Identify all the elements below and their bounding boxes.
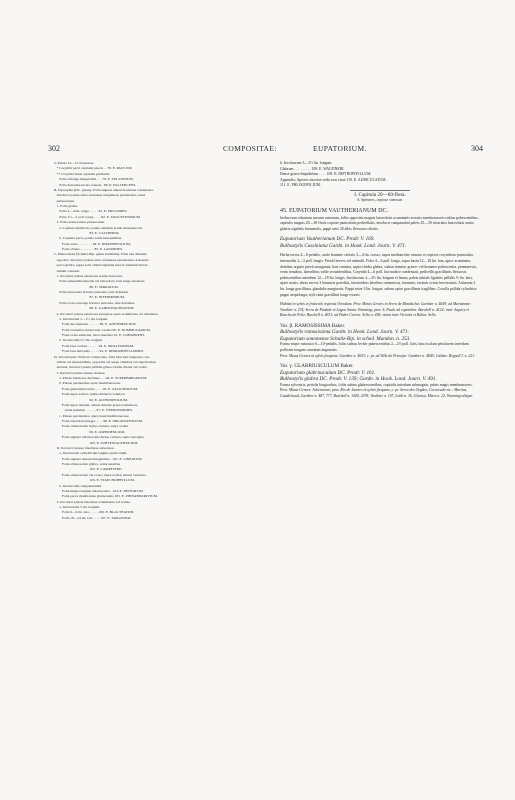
key-line: Dense griseo-hispidulum . . . . 109. E. DIFTROPHYLLUM. [280,172,372,177]
key-line: 100. E. SUBTESTACEIFOLIUM. [54,440,139,445]
key-line: b. Capitula parva, paleis valde inaequalibus. [54,236,122,241]
header-title-left: COMPOSITAE: [223,144,277,153]
key-line: I. Involucri paleae omnes obtusae. [54,370,106,375]
key-line: a. Involucrum cylindricum longius quam latum. [54,451,128,456]
key-line: Folia lanceolata breviter petiolata, basi deltoidea [54,290,129,294]
header-title-right: EUPATORIUM. [313,144,367,153]
key-line: Folia oblonga integerrima . . . 79. E. VELUTINUM. [54,177,134,182]
species-45-heading: 45. EUPATORIUM VAUTHERIANUM DC. [280,208,388,215]
key-line: B. Dysosphia (DC. genus). Folia angusta unnervia ulterna condensata. [54,187,154,192]
key-line: Involucri paleae rubro-brunneae sanguineae persistentes, intus [54,193,146,198]
divider [350,190,410,191]
key-line: Folia basi cordata . . . . . . 92. E. MOLLISSIMUM. [54,343,135,348]
key-line: 99. E. ASPERIFOLIUM. [54,429,126,434]
key-line: a. Involucrum 5 lin. longum. [54,505,101,509]
key-line: 83. E. CALVIBIUM. [54,230,120,235]
key-line: pubescentes. [54,198,75,203]
subsection-heading: I. Capitula 20—60-flora. [354,191,406,198]
key-line: 88. E. GARDCHAUDIANUM. [54,306,135,311]
key-line: Folia parva rhomboidea glomerulata 105. E. PINNATIPARTITUM. [54,494,158,499]
synonym: Bulbostylis glabra DC. Prodr. V. 139; Gardn. in Hook. Lond. Journ. V. 491. [280,376,437,383]
key-line: b. Involucrum 3—3½ lin. longum. [280,161,333,165]
key-line: b. Paleae persistentes apice membranaceae. [54,381,121,386]
key-line: 86. E. SERRATUM. [54,284,119,289]
left-column-key [54,161,257,521]
variety-gamma-description: Forma sylvestris, petiolis longioribus, foliis subtus glabrescentibus, capitulis interdum submagnis, paleis magis membranaceis. [280,382,473,387]
key-line: b. Paleae 12—15 triseriatae. [54,161,95,165]
key-line: parva glabra, pappi setis ciliatis rigidulis basi in annulum brevis- [54,263,149,268]
key-line: Folia supra scabra, subtus distincte venulosa [54,392,126,397]
synonym: Eupatorium sonomense Schultz-Bip. in sched. Mandon. n. 253. [280,335,411,342]
right-column [280,161,480,400]
key-line: 1. Folia glabra. [54,204,79,208]
key-line: b. Involucrum 2½ lin. longum. [54,338,103,343]
key-line: Folia angusta linearia integerrima . 101. E. LINEATUM. [54,456,143,461]
key-line: 87. E. INTERMEDIUM. [54,295,125,300]
key-line: 102. E. CAMPESTRE. [54,467,123,472]
key-line: Folia deltoidea inciso-crenata . 80. E. FALLERCENS. [54,182,137,187]
synonym: Eupatorium glabriusculum DC. Prodr. V. 161. [280,369,376,376]
key-line: Folia glaberrima laevia . . . . 95. E. SALICIFOLIUM. [54,386,139,391]
variety-beta-habitat: Prov. Minas Geraes in sylvis frequens: Gardner n. 4653; c. pr. ad Villa do Principe: Gardner n. 4845; Caldas: Regnell I. n. 221. [280,353,476,358]
key-line: Folia 18—24 lin. lata . . . . 107. E. TRIGONUM. [54,515,132,520]
key-line: silibus vel subsessilibus, oppositis vel saepe omnibus vel superioribus [54,359,156,364]
variety-beta-heading: Var. β. RAMOSISSIMA Baker. [280,322,346,329]
key-line: venis tenuibus . . . . . . 97. E. VERNONIOIDES. [54,408,134,413]
key-line: Folia oblanceolata glabra, venis tenuibus [54,462,120,466]
long-description: Herba erecta 4—6-pedalis, caule brunneo calvato 3—4 lin. crasso, supra medium late ramoso et copiose corymboso-paniculato, internodiis 2—3 poll. longis. Petioli breves vel subnulli. Folia 4—6 poll. longa, supra basin 12—18 lin. lata, apice acuminata, dentibus argutis parvis marginata, basi cuneata, supra viridia glabra, subtus tenuiter griseo- vel brunneo-pubescentia, penninervia, venis tenuibus, lateralibus valde secundentibus. Corymbi 4—6 poll. lati modice condensati, pedicellis gracillimis flexuosis pubescentibus interdum 12—18 lin. longis. Involucrum 4—4½ lin. longum et latum, paleis initiale ligulatis pallidis ⅔ lin. latis, apice acutis, dorso nervis 3 brunneis praeditis, interioribus lateribus tomentosis, brunneis, extimis ovatis brevissimis. Achaenia 2 lin. longa gracillima, glandulis marginatis. Pappi setae 3 lin. longae, saltem apice gracillimis fragilibus. Corolla pallida cylindrica pappo aequilonga; styli rami gracillimi longe exserti. [280,253,477,297]
key-line: a. Paleae interiores deciduae . . . 94. E. SUPERBIDIGERUM. [54,376,148,380]
key-line: 103. E. STAECHOPHYLLUM. [54,478,135,483]
key-line: 2. Involucri paleae exteriores elongatae apice acuminatae vel subulatae. [54,311,159,316]
key-line: 96. E. ALTERNIFOLIUM. [54,397,128,402]
key-line: II. Involucri paleae triseriatae subacutae. [54,445,115,450]
key-line: Glabrum . . . . . . . . . 108. E. WAUDNERI. [280,166,345,171]
key-line: c. Paleae persistentes, apice haud membranaceae. [54,413,130,418]
key-line: C. Heterolaena (Schultz-Bip. genus ineditum). Folia lata distantia [54,252,147,257]
synonym: Bulbostylis Cassiniana Gardn. in Hook. Lond. Journ. V. 471. [280,242,407,249]
key-line: * Corymbi parvi capitulis paucis . . 78. E. PAUCUM. [54,166,133,171]
habitat: Habitat in sylvis et fruticetis regionis Oreadum. Prov. Minas Geraes in Serra de Mandacha: Gardner n. 4649; ad Mariannae: Vauthier n. 274; Serra de Piedade et Lagoa Santa: Warming; prov. S. Paulo ad capitolem: Burchell n. 4124; inter Jaquiry et Rancho de Feliz: Burchell n. 4631; ad Padre Correa: Sello n. 458; etiam inter Victoria et Bahia: Sello. [280,302,472,318]
key-line: Folia obtusa . . . . . . . . 85. E. LASIOIDES. [54,247,123,251]
key-line: Folia lanceolata integra . . . . 98. E. OBLONGIFOLIUM. [54,419,143,423]
key-line: a. Involucrum 1—1½ lin. longum. [54,316,108,321]
key-line: 111. E. PHLOGIFOLIUM. [280,183,321,188]
key-line: Folia 1½—2 poll. longa . . . . 82. E. ANGUSTISSIMUM. [54,214,141,219]
key-line: Folia rotundata obtusa basi cordata 90. E. NUMMULARIUM. [54,327,151,332]
key-line: alternis, involucri paleis pallidis griseo-viridis ciliatis vel acutis. [54,365,148,370]
key-line: Folia angusta oblanceolata inciso-crenata, supra laevigata [54,435,144,440]
key-line: Appendix; Species incertae sedis non visae 110. E. AURICULATUM. [280,177,387,182]
key-line: Folia magna longius oblanceolata . 104. E. DENTATUM. [54,488,144,493]
key-line: a. Capitula mediocria, paleis omnibus acutis subsquarrosis [54,225,143,230]
key-line: Folia 6—9 lin. lata . . . . . 106. E. BLACTEATUM. [54,510,135,515]
key-line: Folia basi deltoidea . . . . . 93. E. RHODOPHYLLOIDES. [54,349,145,354]
key-line: opposita. Involucri paleae rubro-brunneae persistentes. Achaenia [54,257,149,262]
key-line: D. Veronicopsis. Frutices compositae, folia latis basi angustata, ses- [54,354,151,359]
subsection-subheading: A. Spirotres, copiose ramosae. [356,198,404,203]
key-line: ** Corymbi densi capitulis permultis. [54,171,111,176]
key-line: b. Involucrum campanulatum. [54,483,103,488]
key-line: Folia subsessilia lineolis vel lanceolata, basi longe attenuata [54,279,145,284]
key-line: Folia decompostia . . . . . . 89. E. ANETHIFOLIUM. [54,322,137,327]
key-line: Folia acuta . . . . . . . . 84. E. RHAMNIFOLIUM. [54,241,131,246]
key-line: 3. Involucri paleae biseriatae acuminatae vel acutae. [54,499,131,504]
key-line: Folia 3—4 lin. longa . . . . . 81. E. ERICOIDES. [54,209,128,214]
variety-beta-description: Forma major ramosior 6—10-pedalis, foliis subtus leviter pubescentibus 2—2½ poll. latis, basi in alam petiolarem interdum pollicem longam cuneatim angustatis. [280,342,469,353]
key-line: Folia ovata subacuta, basi rotundata 91. E. COHAERENS. [54,333,146,337]
key-line: 1. Involucri paleae exteriores acutae breviores. [54,273,123,278]
key-line: Folia ovato-oblonga breviter petiolata, basi deltoidea [54,300,135,305]
variety-gamma-heading: Var. γ. GLABRIUSCULUM Baker. [280,363,354,370]
synonym: Bulbostylis ramosissima Gardn. in Hook. Lond. Journ. V. 471. [280,329,410,336]
key-line: Folia supra tenuiter, subtus densius griseo-tomentosa, [54,402,138,407]
page-number-right: 304 [471,144,483,153]
key-line: 2. Folia dense lanuto-pubescentia. [54,220,106,225]
page-number-left: 302 [48,144,60,153]
variety-gamma-habitat: Prov. Minas Geraes: Ackermann; prov. Rio de Janeiro in sylvis frequens, c. pr. Serra dos Orgãos, Corcovado etc.: Martius, Gaudichaud, Gardner n. 487, 777, Burchell n. 1400, 2078, Vauthier n. 107, Lobb n. 36, Glaziou, Miers n. 22, Warming aliique. [280,388,474,398]
synonym: Eupatorium Vautherianum DC. Prodr. V. 169. [280,236,375,243]
key-line: Folia oblanceolata vel ovata, supra scabra, subtus venulosa [54,472,146,477]
key-line: Folia oblanceolata inciso-crenata, supra scabra [54,424,129,429]
species-45-description: herbaceum robustum sursum ramosum, foliis oppositis magnis lanceolatis acuminatis serratis membranaceis subtus pubescentibus, capitulis magnis 20—30-floris copiose paniculatis pedicellatis, involucri campanulati paleis 25—30 triseriatis lanceolatis acutis glabris rigidulis brunneolis, pappi setis 30 albis flexuosis ciliatis. [280,215,479,231]
running-header [48,144,483,154]
key-line: simum connatis. [54,268,80,273]
